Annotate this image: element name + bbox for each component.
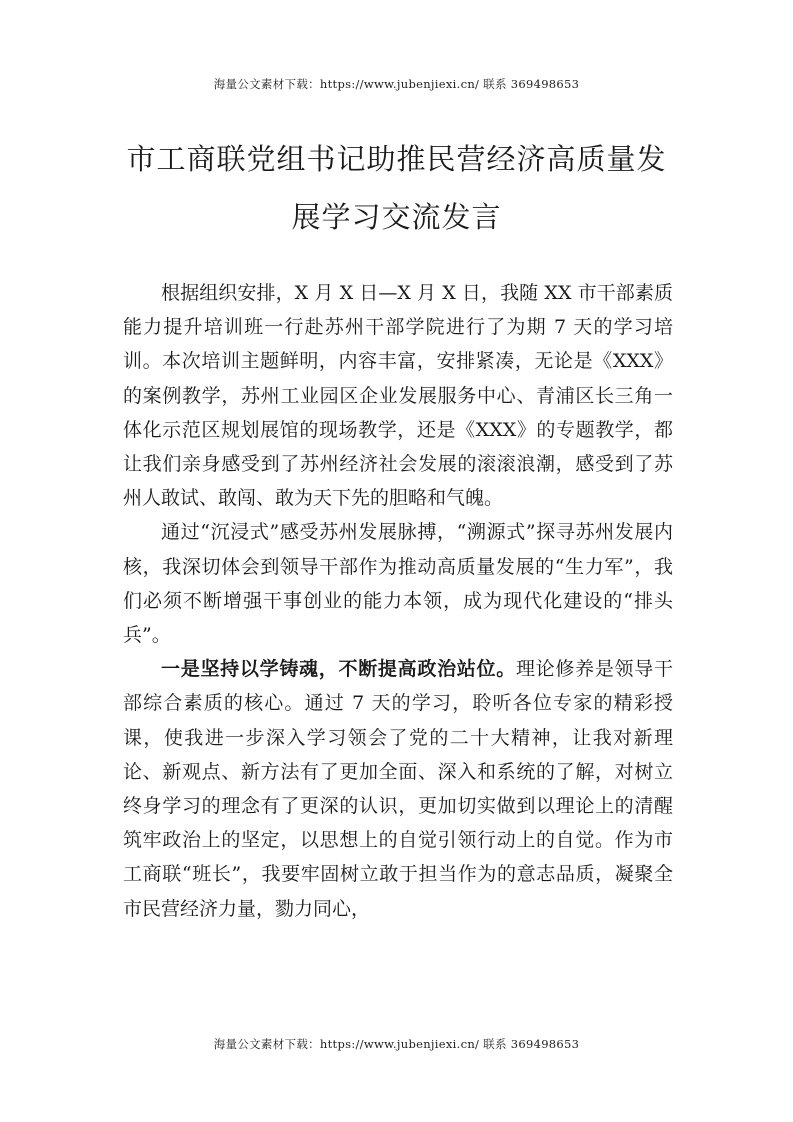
document-title [110,130,683,246]
title-line-1: 市工商联党组书记助推民营经济高质量发 [126,142,667,176]
document-body [123,276,673,926]
page-header: 海量公文素材下载：https://www.jubenjiexi.cn/ 联系 369498653 [213,77,580,91]
title-line-2: 展学习交流发言 [291,200,502,234]
paragraph-3 [123,652,673,926]
paragraph-1: 根据组织安排，X 月 X 日—X 月 X 日，我随 XX 市干部素质能力提升培训班一行赴苏州干部学院进行了为期 7 天的学习培训。本次培训主题鲜明，内容丰富，安排紧凑，无论是《XXX》的案例教学，苏州工业园区企业发展服务中心、青浦区长三角一体化示范区规划展馆的现场教学，还是《XXX》的专题教学，都让我们亲身感受到了苏州经济社会发展的滚滚浪潮，感受到了苏州人敢试、敢闯、敢为天下先的胆略和气魄。 [123,282,673,510]
page-footer: 海量公文素材下载：https://www.jubenjiexi.cn/ 联系 369498653 [213,1037,580,1051]
paragraph-3-body: 理论修养是领导干部综合素质的核心。通过 7 天的学习，聆听各位专家的精彩授课，使我进一步深入学习领会了党的二十大精神，让我对新理论、新观点、新方法有了更加全面、深入和系统的了解，对树立终身学习的理念有了更深的认识，更加切实做到以理论上的清醒筑牢政治上的坚定，以思想上的自觉引领行动上的自觉。作为市工商联“班长”，我要牢固树立敢于担当作为的意志品质，凝聚全市民营经济力量，勠力同心， [123,658,673,920]
paragraph-3-lead: 一是坚持以学铸魂，不断提高政治站位。 [161,658,516,681]
paragraph-2: 通过“沉浸式”感受苏州发展脉搏，“溯源式”探寻苏州发展内核，我深切体会到领导干部作为推动高质量发展的“生力军”，我们必须不断增强干事创业的能力本领，成为现代化建设的“排头兵”。 [123,521,673,647]
